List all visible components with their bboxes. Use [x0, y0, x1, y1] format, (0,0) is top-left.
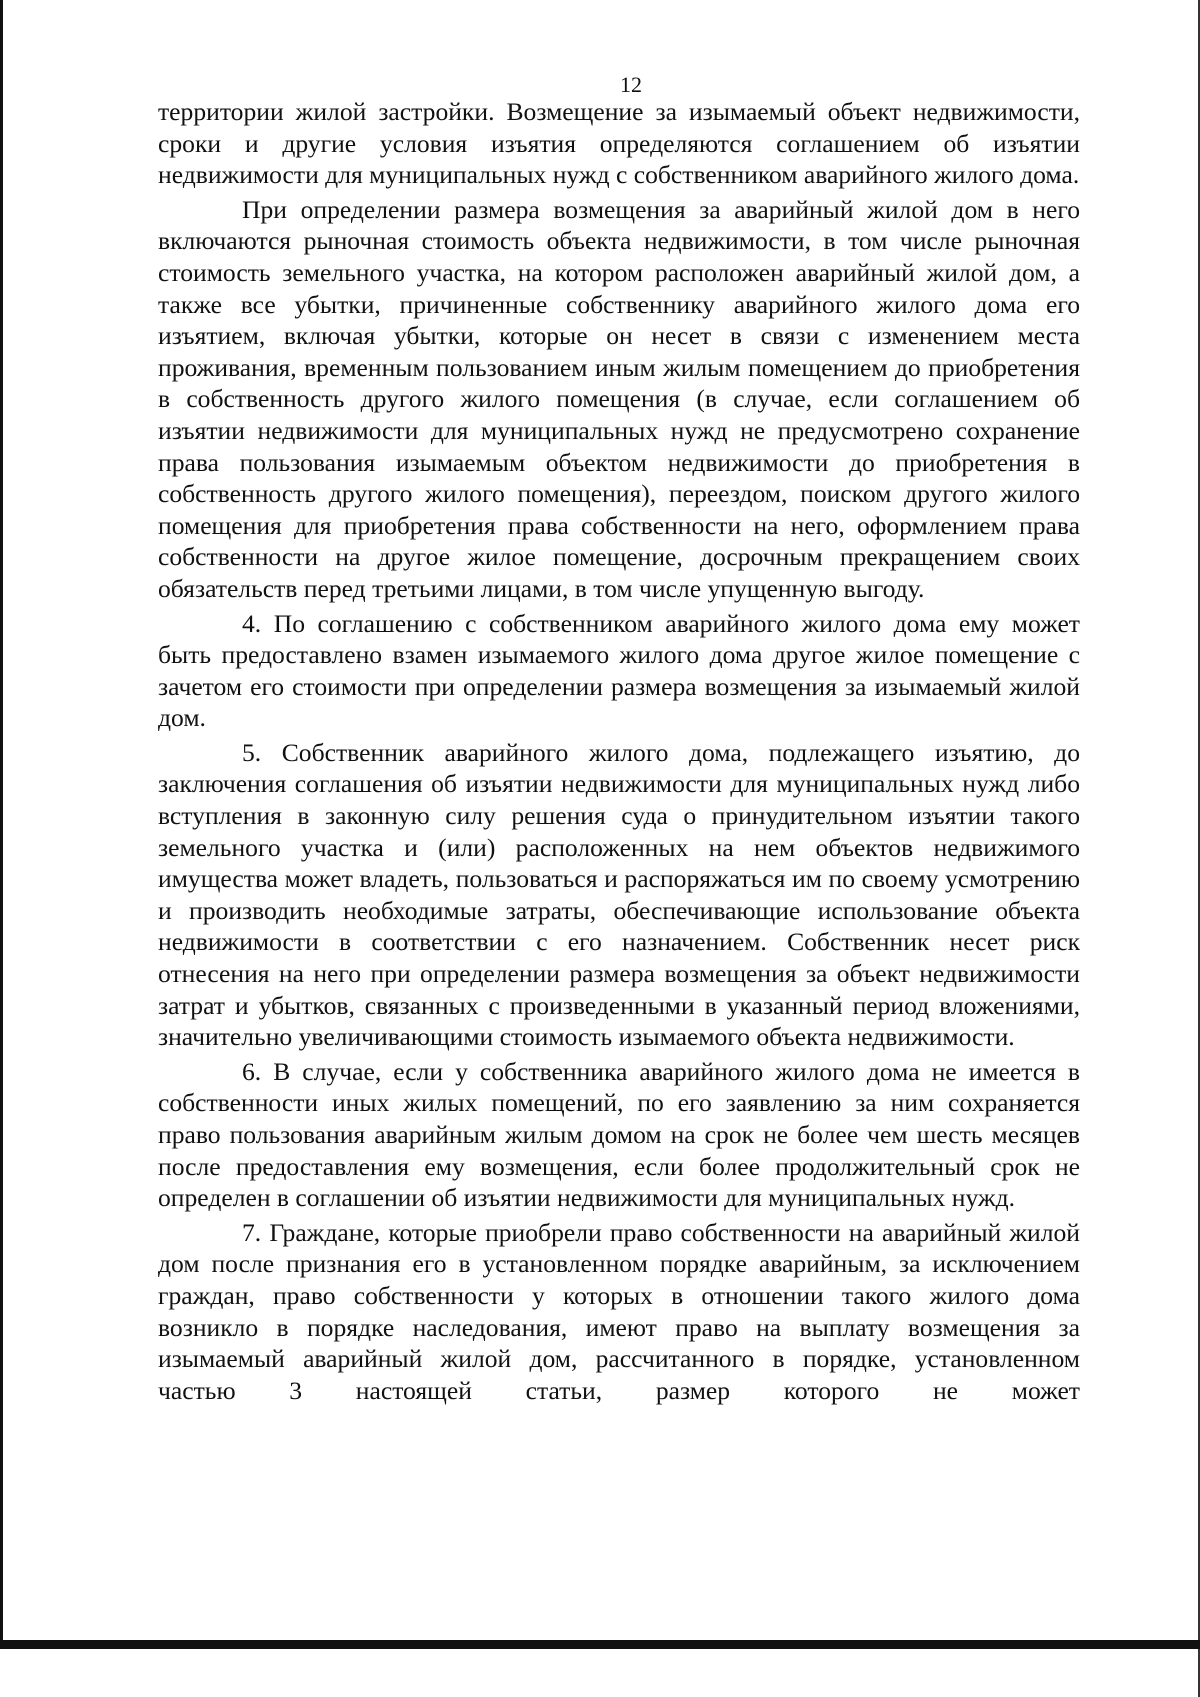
page-number: 12: [620, 72, 642, 97]
paragraph-item-6: 6. В случае, если у собственника аварийного жилого дома не имеется в собственности иных жилых помещений, по его заявлению за ним сохраняется право пользования аварийным жилым домом на срок не более чем шесть месяцев после предоставления ему возмещения, если более продолжительный срок не определен в соглашении об изъятии недвижимости для муниципальных нужд.: [158, 1056, 1080, 1213]
paragraph-item-5: 5. Собственник аварийного жилого дома, подлежащего изъятию, до заключения соглашения об изъятии недвижимости для муниципальных нужд либо вступления в законную силу решения суда о принудительном изъятии такого земельного участка и (или) расположенных на нем объектов недвижимого имущества может владеть, пользоваться и распоряжаться им по своему усмотрению и производить необходимые затраты, обеспечивающие использование объекта недвижимости в соответствии с его назначением. Собственник несет риск отнесения на него при определении размера возмещения за объект недвижимости затрат и убытков, связанных с произведенными в указанный период вложениями, значительно увеличивающими стоимость изымаемого объекта недвижимости.: [158, 737, 1080, 1052]
paragraph-item-4: 4. По соглашению с собственником аварийного жилого дома ему может быть предоставлено взамен изымаемого жилого дома другое жилое помещение с зачетом его стоимости при определении размера возмещения за изымаемый жилой дом.: [158, 608, 1080, 733]
scan-edge-bottom: [0, 1640, 1200, 1649]
scan-edge-left: [0, 0, 3, 1640]
paragraph-compensation-amount: При определении размера возмещения за аварийный жилой дом в него включаются рыночная стоимость объекта недвижимости, в том числе рыночная стоимость земельного участка, на котором расположен аварийный жилой дом, а также все убытки, причиненные собственнику аварийного жилого дома его изъятием, включая убытки, которые он несет в связи с изменением места проживания, временным пользованием иным жилым помещением до приобретения в собственность другого жилого помещения (в случае, если соглашением об изъятии недвижимости для муниципальных нужд не предусмотрено сохранение права пользования изымаемым объектом недвижимости до приобретения в собственность другого жилого помещения), переездом, поиском другого жилого помещения для приобретения права собственности на него, оформлением права собственности на другое жилое помещение, досрочным прекращением своих обязательств перед третьими лицами, в том числе упущенную выгоду.: [158, 194, 1080, 603]
document-page: [158, 70, 1080, 1409]
paragraph-item-7: 7. Граждане, которые приобрели право собственности на аварийный жилой дом после признания его в установленном порядке аварийным, за исключением граждан, право собственности у которых в отношении такого жилого дома возникло в порядке наследования, имеют право на выплату возмещения за изымаемый аварийный жилой дом, рассчитанного в порядке, установленном частью 3 настоящей статьи, размер которого не может: [158, 1217, 1080, 1405]
paragraph-continuation: территории жилой застройки. Возмещение за изымаемый объект недвижимости, сроки и другие условия изъятия определяются соглашением об изъятии недвижимости для муниципальных нужд с собственником аварийного жилого дома.: [158, 97, 1080, 190]
